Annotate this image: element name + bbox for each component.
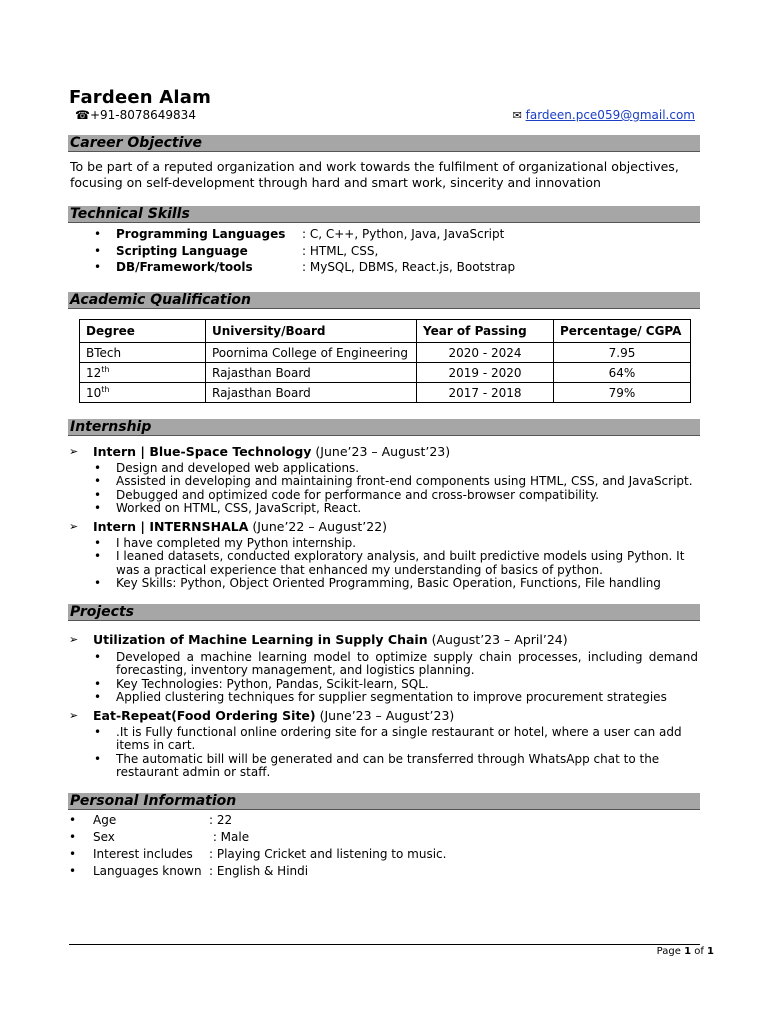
email-line: [513, 108, 695, 122]
list-item: • .It is Fully functional online ordering site for a single restaurant or hotel, where a user can add items in cart.: [116, 726, 700, 753]
list-item: • Design and developed web applications.: [116, 462, 700, 475]
phone-icon: ☎: [75, 108, 90, 122]
project-points: [116, 726, 700, 780]
column-header: Percentage/ CGPA: [554, 320, 691, 343]
cell-board: Rajasthan Board: [206, 383, 417, 403]
project-points: [116, 651, 698, 705]
cell-score: 64%: [554, 363, 691, 383]
list-item: • I have completed my Python internship.: [116, 537, 700, 550]
table-row: [80, 343, 691, 363]
list-item: • Age : 22: [93, 812, 446, 829]
list-item: • Interest includes : Playing Cricket and listening to music.: [93, 846, 446, 863]
list-item: • Applied clustering techniques for supplier segmentation to improve procurement strategies: [116, 691, 698, 704]
arrow-bullet-icon: ➢: [69, 445, 79, 458]
project-entry: ➢ Utilization of Machine Learning in Supply Chain (August’23 – April’24): [69, 632, 568, 647]
cell-board: Poornima College of Engineering: [206, 343, 417, 363]
academic-table: [79, 319, 691, 403]
phone-number: +91-8078649834: [89, 108, 196, 122]
candidate-name: Fardeen Alam: [69, 87, 212, 108]
cell-board: Rajasthan Board: [206, 363, 417, 383]
list-item: • Debugged and optimized code for performance and cross-browser compatibility.: [116, 489, 700, 502]
cell-degree: 12th: [80, 363, 206, 383]
project-entry: ➢ Eat-Repeat(Food Ordering Site) (June’23 – August’23): [69, 708, 455, 723]
list-item: • Assisted in developing and maintaining front-end components using HTML, CSS, and JavaScript.: [116, 475, 700, 488]
section-career-objective: Career Objective: [68, 135, 700, 152]
list-item: • I leaned datasets, conducted exploratory analysis, and built predictive models using Python. It was a practical experience that enhanced my understanding of basics of python.: [116, 550, 700, 577]
cell-score: 79%: [554, 383, 691, 403]
column-header: Degree: [80, 320, 206, 343]
list-item: • The automatic bill will be generated and can be transferred through WhatsApp chat to the restaurant admin or staff.: [116, 753, 700, 780]
skills-list: [116, 226, 515, 276]
internship-points: [116, 537, 700, 591]
page-number: Page 1 of 1: [656, 946, 714, 957]
list-item: • Worked on HTML, CSS, JavaScript, React.: [116, 502, 700, 515]
section-academic: Academic Qualification: [68, 292, 700, 309]
arrow-bullet-icon: ➢: [69, 520, 79, 533]
table-row: [80, 383, 691, 403]
list-item: • Key Technologies: Python, Pandas, Scikit-learn, SQL.: [116, 678, 698, 691]
footer-divider: [69, 944, 700, 945]
cell-year: 2019 - 2020: [417, 363, 554, 383]
section-personal: Personal Information: [68, 793, 700, 810]
cell-year: 2017 - 2018: [417, 383, 554, 403]
cell-year: 2020 - 2024: [417, 343, 554, 363]
column-header: University/Board: [206, 320, 417, 343]
list-item: • DB/Framework/tools : MySQL, DBMS, React.js, Bootstrap: [116, 259, 515, 276]
career-objective-text: To be part of a reputed organization and work towards the fulfilment of organizational objectives, focusing on self-development through hard and smart work, sincerity and innovation: [70, 159, 679, 190]
personal-list: [93, 812, 446, 880]
cell-degree: 10th: [80, 383, 206, 403]
internship-entry: ➢ Intern | Blue-Space Technology (June’23 – August’23): [69, 444, 451, 459]
table-header-row: [80, 320, 691, 343]
column-header: Year of Passing: [417, 320, 554, 343]
list-item: • Key Skills: Python, Object Oriented Programming, Basic Operation, Functions, File handling: [116, 577, 700, 590]
internship-entry: ➢ Intern | INTERNSHALA (June’22 – August’22): [69, 519, 388, 534]
cell-score: 7.95: [554, 343, 691, 363]
list-item: • Scripting Language : HTML, CSS,: [116, 243, 515, 260]
email-link[interactable]: fardeen.pce059@gmail.com: [525, 108, 695, 122]
internship-points: [116, 462, 700, 516]
list-item: • Languages known : English & Hindi: [93, 863, 446, 880]
section-projects: Projects: [68, 604, 700, 621]
list-item: • Developed a machine learning model to optimize supply chain processes, including demand forecasting, inventory management, and logistics planning.: [116, 651, 698, 678]
arrow-bullet-icon: ➢: [69, 633, 79, 646]
cell-degree: BTech: [80, 343, 206, 363]
section-internship: Internship: [68, 419, 700, 436]
list-item: • Sex : Male: [93, 829, 446, 846]
arrow-bullet-icon: ➢: [69, 709, 79, 722]
phone-line: [75, 108, 196, 122]
envelope-icon: ✉: [512, 109, 522, 122]
table-row: [80, 363, 691, 383]
section-technical-skills: Technical Skills: [68, 206, 700, 223]
list-item: • Programming Languages : C, C++, Python, Java, JavaScript: [116, 226, 515, 243]
